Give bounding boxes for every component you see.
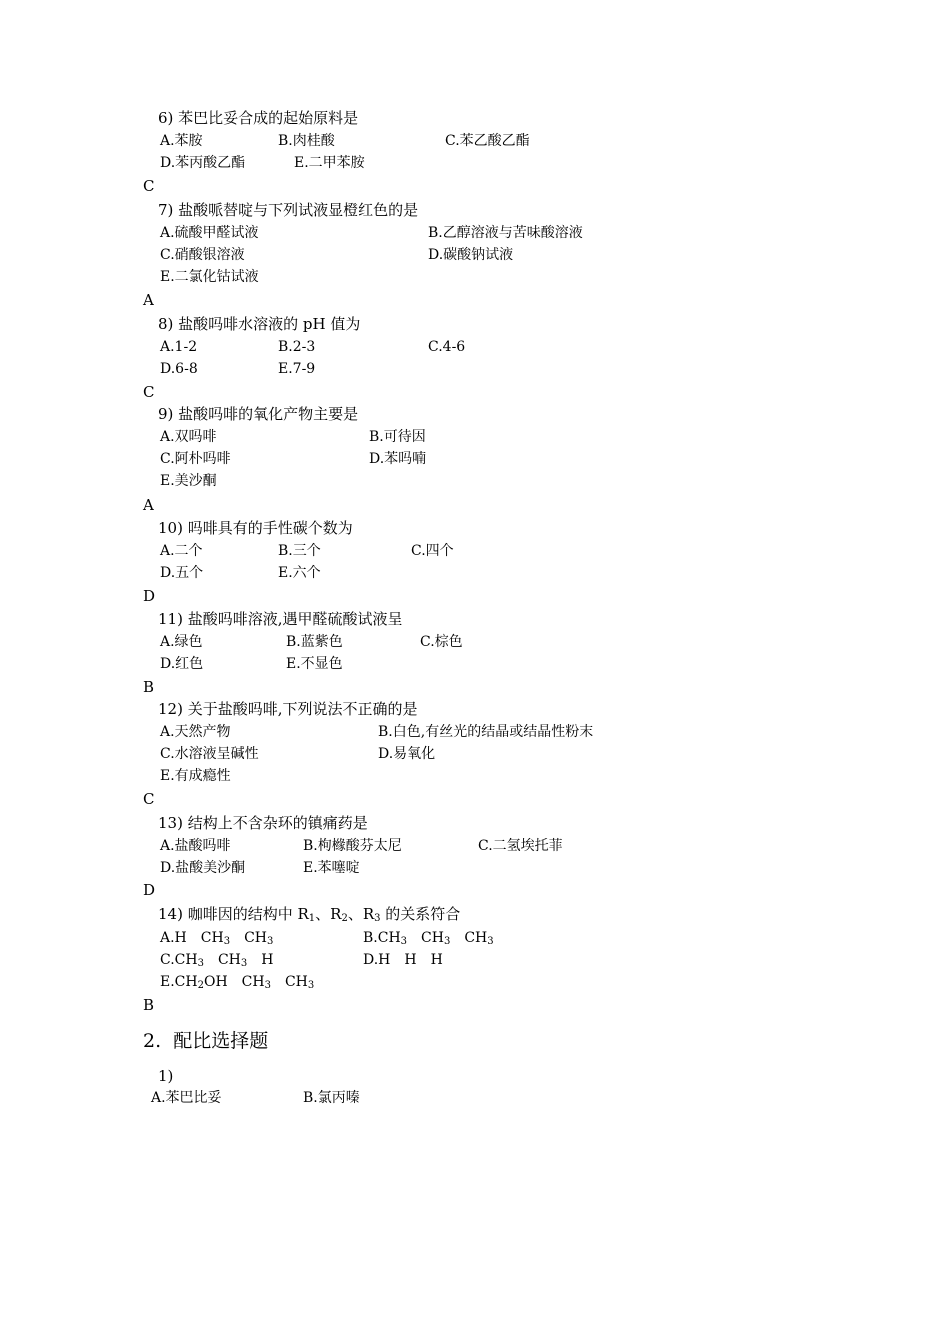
q11-option-a: A.绿色: [160, 634, 203, 650]
q13-option-a: A.盐酸吗啡: [160, 838, 231, 854]
q13-option-d: D.盐酸美沙酮: [160, 860, 246, 876]
q7-option-a: A.硫酸甲醛试液: [160, 225, 259, 241]
question-9-stem: 9) 盐酸吗啡的氧化产物主要是: [158, 405, 359, 423]
q11-option-c: C.棕色: [420, 634, 463, 650]
q11-answer: B: [143, 678, 155, 696]
q9-option-c: C.阿朴吗啡: [160, 451, 231, 467]
q6-answer: C: [143, 177, 155, 195]
q7-answer: A: [143, 291, 154, 309]
q8-option-c: C.4-6: [428, 339, 466, 355]
question-7-stem: 7) 盐酸哌替啶与下列试液显橙红色的是: [158, 201, 419, 219]
q14-answer: B: [143, 996, 155, 1014]
q6-option-d: D.苯丙酸乙酯: [160, 155, 246, 171]
q7-option-c: C.硝酸银溶液: [160, 247, 245, 263]
question-13-stem: 13) 结构上不含杂环的镇痛药是: [158, 814, 368, 832]
q11-option-e: E.不显色: [286, 656, 343, 672]
q14-option-a: A.H $CH_3$ $CH_3$: [160, 930, 274, 947]
q14-option-c: $C.CH_3$ $CH_3$ H: [160, 952, 274, 969]
section2-question-1-stem: 1): [158, 1067, 174, 1085]
section2-q1-option-a: A.苯巴比妥: [151, 1090, 222, 1106]
question-6-stem: 6) 苯巴比妥合成的起始原料是: [158, 109, 359, 127]
q13-option-e: E.苯噻啶: [303, 860, 360, 876]
q6-option-c: C.苯乙酸乙酯: [445, 133, 530, 149]
q7-option-d: D.碳酸钠试液: [428, 247, 514, 263]
q10-option-c: C.四个: [411, 543, 454, 559]
q14-option-b: $B.CH_3$ $CH_3$ $CH_3$: [363, 930, 494, 947]
q13-option-c: C.二氢埃托菲: [478, 838, 563, 854]
q8-option-a: A.1-2: [160, 339, 198, 355]
q14-option-e: $E.CH_2OH$ $CH_3$ $CH_3$: [160, 974, 315, 991]
q9-option-a: A.双吗啡: [160, 429, 217, 445]
q7-option-e: E.二氯化钴试液: [160, 269, 259, 285]
q6-option-a: A.苯胺: [160, 133, 203, 149]
question-14-stem: 14) 咖啡因的结构中 $R_1$、$R_2$、$R_3$ 的关系符合: [158, 905, 461, 924]
q8-answer: C: [143, 383, 155, 401]
q6-option-e: E.二甲苯胺: [294, 155, 365, 171]
q7-option-b: B.乙醇溶液与苦味酸溶液: [428, 225, 583, 241]
q12-option-a: A.天然产物: [160, 724, 231, 740]
question-8-stem: 8) 盐酸吗啡水溶液的 pH 值为: [158, 315, 361, 333]
question-12-stem: 12) 关于盐酸吗啡,下列说法不正确的是: [158, 700, 418, 718]
q9-answer: A: [143, 496, 154, 514]
q8-option-b: B.2-3: [278, 339, 316, 355]
q9-option-b: B.可待因: [369, 429, 426, 445]
q13-option-b: B.枸橼酸芬太尼: [303, 838, 402, 854]
q10-option-d: D.五个: [160, 565, 204, 581]
section2-q1-option-b: B.氯丙嗪: [303, 1090, 360, 1106]
q12-option-b: B.白色,有丝光的结晶或结晶性粉末: [378, 724, 594, 740]
q14-option-d: D.H H H: [363, 952, 443, 968]
q10-option-a: A.二个: [160, 543, 203, 559]
q12-option-e: E.有成瘾性: [160, 768, 231, 784]
q12-option-c: C.水溶液呈碱性: [160, 746, 259, 762]
section-2-heading: 2. 配比选择题: [143, 1030, 269, 1052]
q9-option-e: E.美沙酮: [160, 473, 217, 489]
q11-option-b: B.蓝紫色: [286, 634, 343, 650]
q13-answer: D: [143, 881, 156, 899]
q6-option-b: B.肉桂酸: [278, 133, 335, 149]
q10-option-e: E.六个: [278, 565, 321, 581]
q10-option-b: B.三个: [278, 543, 321, 559]
q8-option-e: E.7-9: [278, 361, 316, 377]
question-10-stem: 10) 吗啡具有的手性碳个数为: [158, 519, 353, 537]
q9-option-d: D.苯吗喃: [369, 451, 427, 467]
q12-option-d: D.易氧化: [378, 746, 436, 762]
q10-answer: D: [143, 587, 156, 605]
question-11-stem: 11) 盐酸吗啡溶液,遇甲醛硫酸试液呈: [158, 610, 403, 628]
q12-answer: C: [143, 790, 155, 808]
q8-option-d: D.6-8: [160, 361, 198, 377]
q11-option-d: D.红色: [160, 656, 204, 672]
